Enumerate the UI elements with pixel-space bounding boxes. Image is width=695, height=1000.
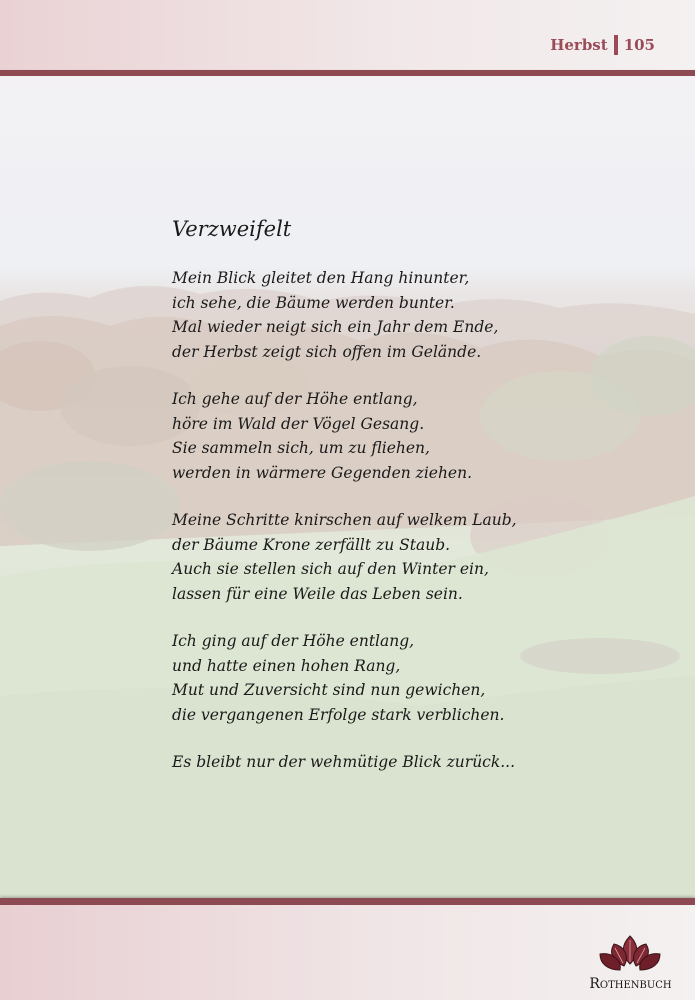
- stanza: [172, 387, 642, 485]
- poem-line: die vergangenen Erfolge stark verblichen.: [172, 705, 505, 724]
- poem-line: der Bäume Krone zerfällt zu Staub.: [172, 535, 451, 554]
- poem-line: Mein Blick gleitet den Hang hinunter,: [172, 269, 470, 287]
- poem-line: werden in wärmere Gegenden ziehen.: [172, 463, 473, 482]
- poem: [172, 214, 642, 775]
- stanza: [172, 508, 642, 606]
- rothenbuch-logo: [578, 930, 683, 992]
- stanza: [172, 266, 642, 364]
- footer-rule: [0, 898, 695, 905]
- poem-line: Auch sie stellen sich auf den Winter ein,: [172, 560, 489, 578]
- poem-line: ich sehe, die Bäume werden bunter.: [172, 293, 455, 312]
- poem-closing-line: Es bleibt nur der wehmütige Blick zurück...: [172, 753, 516, 771]
- logo-wordmark: Rothenbuch: [589, 976, 672, 992]
- poem-line: lassen für eine Weile das Leben sein.: [172, 584, 463, 603]
- poem-line: Sie sammeln sich, um zu fliehen,: [172, 439, 430, 457]
- stanza: [172, 629, 642, 727]
- section-title: Herbst: [550, 36, 608, 54]
- header-separator: [614, 35, 618, 55]
- poem-line: Mal wieder neigt sich ein Jahr dem Ende,: [172, 318, 499, 336]
- poem-line: und hatte einen hohen Rang,: [172, 656, 401, 675]
- poem-line: Ich gehe auf der Höhe entlang,: [172, 390, 418, 408]
- poem-line: der Herbst zeigt sich offen im Gelände.: [172, 342, 482, 361]
- poem-line: Meine Schritte knirschen auf welkem Laub,: [172, 511, 517, 529]
- leaf-cluster-icon: [578, 930, 683, 974]
- page-number: 105: [623, 36, 655, 54]
- poem-title: Verzweifelt: [172, 217, 292, 241]
- poem-line: Ich ging auf der Höhe entlang,: [172, 632, 415, 650]
- running-head: [550, 35, 655, 55]
- poem-line: höre im Wald der Vögel Gesang.: [172, 414, 425, 433]
- poem-line: Mut und Zuversicht sind nun gewichen,: [172, 681, 486, 699]
